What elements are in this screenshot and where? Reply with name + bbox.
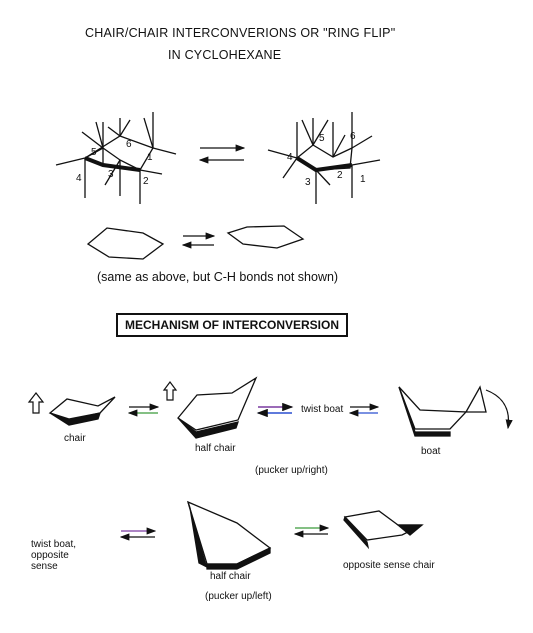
left-chair-with-hydrogens xyxy=(56,112,176,204)
atom-number: 5 xyxy=(319,133,325,144)
atom-number: 5 xyxy=(91,147,97,158)
equilibrium-arrows-top xyxy=(200,148,244,160)
label-twist-boat: twist boat xyxy=(301,404,344,415)
title-line-1: CHAIR/CHAIR INTERCONVERIONS OR "RING FLIP" xyxy=(85,26,396,40)
label-half-chair-1: half chair xyxy=(195,443,236,454)
equilibrium-arrows-1 xyxy=(129,407,158,413)
equilibrium-arrows-2 xyxy=(258,407,292,413)
label-twist-boat-opposite-3: sense xyxy=(31,561,58,572)
atom-number: 6 xyxy=(350,131,356,142)
mechanism-heading: MECHANISM OF INTERCONVERSION xyxy=(116,313,348,337)
atom-number: 2 xyxy=(337,170,343,181)
skeletal-chair-left xyxy=(88,228,163,259)
atom-number: 1 xyxy=(360,174,366,185)
up-arrow-icon xyxy=(29,393,43,413)
label-pucker-left: (pucker up/left) xyxy=(205,591,272,602)
atom-number: 2 xyxy=(143,176,149,187)
label-boat: boat xyxy=(421,446,441,457)
equilibrium-arrows-4 xyxy=(121,531,155,537)
skeletal-caption: (same as above, but C-H bonds not shown) xyxy=(97,270,339,284)
boat-conformation xyxy=(399,387,486,436)
label-twist-boat-opposite-2: opposite xyxy=(31,550,69,561)
atom-number: 3 xyxy=(305,177,311,188)
up-arrow-icon xyxy=(164,382,176,400)
label-opposite-sense-chair: opposite sense chair xyxy=(343,560,435,571)
atom-number: 1 xyxy=(147,152,153,163)
atom-number: 4 xyxy=(76,173,82,184)
equilibrium-arrows-skeletal xyxy=(183,236,214,245)
atom-number: 3 xyxy=(108,169,114,180)
label-half-chair-2: half chair xyxy=(210,571,251,582)
label-pucker-right: (pucker up/right) xyxy=(255,465,328,476)
half-chair-conformation-1 xyxy=(178,378,256,438)
right-chair-with-hydrogens xyxy=(268,112,380,204)
skeletal-chair-right xyxy=(228,226,303,248)
half-chair-conformation-2 xyxy=(188,502,270,569)
equilibrium-arrows-3 xyxy=(350,407,378,413)
title-line-2: IN CYCLOHEXANE xyxy=(168,48,282,62)
atom-number: 4 xyxy=(287,152,293,163)
left-chair-atom-numbers xyxy=(76,139,153,187)
chair-conformation xyxy=(50,397,115,425)
equilibrium-arrows-5 xyxy=(295,528,328,534)
label-twist-boat-opposite-1: twist boat, xyxy=(31,539,77,550)
label-chair: chair xyxy=(64,433,86,444)
opposite-chair-conformation xyxy=(344,511,422,547)
curved-arrow-icon xyxy=(486,390,509,428)
atom-number: 6 xyxy=(126,139,132,150)
